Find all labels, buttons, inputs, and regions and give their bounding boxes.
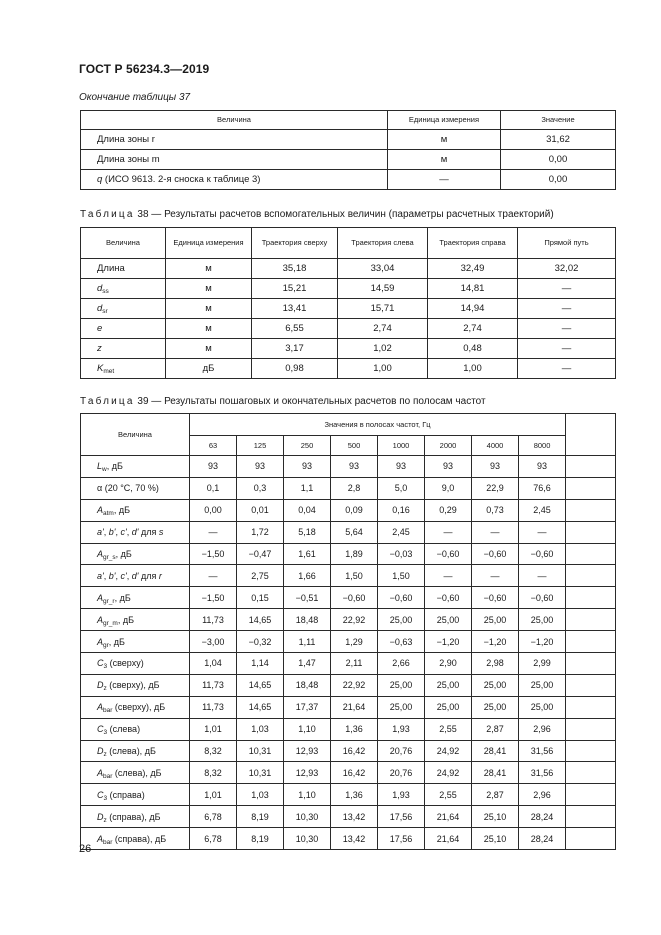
table-cell: —: [518, 299, 616, 319]
table-row: [81, 543, 616, 565]
frequency-header: 8000: [519, 436, 566, 456]
frequency-header: 4000: [472, 436, 519, 456]
frequency-header: 125: [237, 436, 284, 456]
table39-caption-text: 39 — Результаты пошаговых и окончательных расчетов по полосам частот: [134, 396, 486, 407]
table-cell: 28,41: [472, 740, 519, 762]
table-cell: −0,60: [472, 543, 519, 565]
row-label: $A_{gr\_m}$, дБ: [81, 609, 190, 631]
table-cell: 15,21: [252, 279, 338, 299]
table-cell: 1,61: [284, 543, 331, 565]
table-38: [80, 227, 616, 379]
table-cell: 6,55: [252, 319, 338, 339]
table-cell: 1,03: [237, 784, 284, 806]
table-cell: 25,00: [378, 696, 425, 718]
table-cell: 6,78: [190, 828, 237, 850]
table-cell: —: [518, 339, 616, 359]
empty-cell: [566, 740, 616, 762]
table-cell: 1,10: [284, 718, 331, 740]
table-cell: 2,87: [472, 718, 519, 740]
table-cell: −0,60: [425, 587, 472, 609]
table-cell: 21,64: [425, 806, 472, 828]
table-cell: —: [425, 565, 472, 587]
empty-cell: [566, 674, 616, 696]
table-cell: 17,37: [284, 696, 331, 718]
empty-cell: [566, 718, 616, 740]
table-cell: 20,76: [378, 740, 425, 762]
row-label: q (ИСО 9613. 2-я сноска к таблице 3): [81, 170, 388, 190]
table-cell: 0,00: [190, 499, 237, 521]
frequency-header: 500: [331, 436, 378, 456]
table-cell: 31,62: [501, 130, 616, 150]
row-label: a', b', c', d' для s: [81, 521, 190, 543]
table-cell: дБ: [166, 359, 252, 379]
table-cell: 8,32: [190, 762, 237, 784]
row-label: $D_z$ (справа), дБ: [81, 806, 190, 828]
row-label: $L_w$, дБ: [81, 456, 190, 478]
table-cell: 0,73: [472, 499, 519, 521]
table-cell: 15,71: [338, 299, 428, 319]
table-row: [81, 740, 616, 762]
empty-cell: [566, 499, 616, 521]
table-cell: 2,55: [425, 718, 472, 740]
table-header-row: [81, 111, 616, 130]
table-cell: —: [518, 319, 616, 339]
table-cell: 0,98: [252, 359, 338, 379]
table-cell: 12,93: [284, 740, 331, 762]
table-row: [81, 653, 616, 675]
table-37: [80, 110, 616, 190]
table-cell: 18,48: [284, 674, 331, 696]
table-cell: 1,14: [237, 653, 284, 675]
table-cell: —: [519, 521, 566, 543]
table-cell: 25,00: [378, 674, 425, 696]
table-cell: 21,64: [331, 696, 378, 718]
table-row: [81, 631, 616, 653]
table-cell: 2,75: [237, 565, 284, 587]
row-label: $D_z$ (слева), дБ: [81, 740, 190, 762]
table-cell: 22,92: [331, 674, 378, 696]
table-cell: −1,50: [190, 587, 237, 609]
table-cell: 1,36: [331, 718, 378, 740]
table-row: [81, 674, 616, 696]
table-cell: м: [388, 130, 501, 150]
row-label: $d_{ss}$: [81, 279, 166, 299]
table-cell: −1,20: [472, 631, 519, 653]
table-cell: 1,93: [378, 718, 425, 740]
document-code: ГОСТ Р 56234.3—2019: [79, 62, 210, 76]
table-cell: 13,41: [252, 299, 338, 319]
column-header-group: Значения в полосах частот, Гц: [190, 414, 566, 436]
row-label: $A_{bar}$ (слева), дБ: [81, 762, 190, 784]
table-cell: −0,60: [472, 587, 519, 609]
table-cell: —: [190, 565, 237, 587]
table-cell: 1,11: [284, 631, 331, 653]
table-cell: 2,98: [472, 653, 519, 675]
table-cell: 1,01: [190, 718, 237, 740]
table-cell: 17,56: [378, 806, 425, 828]
table-row: [81, 319, 616, 339]
table-cell: 12,93: [284, 762, 331, 784]
table-row: [81, 565, 616, 587]
table-cell: 14,65: [237, 609, 284, 631]
frequency-header: 1000: [378, 436, 425, 456]
table-cell: 1,04: [190, 653, 237, 675]
table-39: [80, 413, 616, 850]
table-row: [81, 279, 616, 299]
table-cell: 22,92: [331, 609, 378, 631]
table-cell: 10,30: [284, 806, 331, 828]
table-cell: 2,8: [331, 477, 378, 499]
table-row: [81, 828, 616, 850]
table-cell: 2,87: [472, 784, 519, 806]
table-cell: 0,09: [331, 499, 378, 521]
table-row: [81, 499, 616, 521]
table-cell: 18,48: [284, 609, 331, 631]
table-cell: 25,10: [472, 806, 519, 828]
table-cell: 1,72: [237, 521, 284, 543]
table-row: [81, 299, 616, 319]
table-row: [81, 784, 616, 806]
table-row: [81, 359, 616, 379]
table-cell: —: [190, 521, 237, 543]
table-cell: 13,42: [331, 828, 378, 850]
table-cell: −0,60: [519, 587, 566, 609]
table-cell: 14,81: [428, 279, 518, 299]
empty-cell: [566, 587, 616, 609]
column-header: Величина: [81, 111, 388, 130]
table-cell: 31,56: [519, 740, 566, 762]
table-cell: 0,15: [237, 587, 284, 609]
column-header: Величина: [81, 228, 166, 259]
table-cell: 1,50: [378, 565, 425, 587]
table-row: [81, 150, 616, 170]
table-cell: 1,47: [284, 653, 331, 675]
table-row: [81, 456, 616, 478]
table-row: [81, 696, 616, 718]
table-cell: 14,94: [428, 299, 518, 319]
table-cell: −3,00: [190, 631, 237, 653]
table-cell: 1,01: [190, 784, 237, 806]
table-cell: 3,17: [252, 339, 338, 359]
row-label: z: [81, 339, 166, 359]
table-cell: 0,48: [428, 339, 518, 359]
table-cell: 2,99: [519, 653, 566, 675]
empty-cell: [566, 806, 616, 828]
table-cell: 0,00: [501, 170, 616, 190]
table-cell: −0,63: [378, 631, 425, 653]
table-cell: 2,11: [331, 653, 378, 675]
row-label: a', b', c', d' для r: [81, 565, 190, 587]
table-cell: 25,10: [472, 828, 519, 850]
table-cell: 8,19: [237, 828, 284, 850]
table-cell: 1,00: [428, 359, 518, 379]
table-cell: 1,03: [237, 718, 284, 740]
table-cell: 25,00: [472, 609, 519, 631]
table38-caption: [80, 209, 554, 220]
row-label: $A_{gr\_r}$, дБ: [81, 587, 190, 609]
table-cell: 76,6: [519, 477, 566, 499]
table-cell: 1,93: [378, 784, 425, 806]
empty-cell: [566, 631, 616, 653]
empty-cell: [566, 521, 616, 543]
table-cell: −0,60: [331, 587, 378, 609]
table-cell: 14,59: [338, 279, 428, 299]
table-row: [81, 718, 616, 740]
table-cell: 93: [331, 456, 378, 478]
table-cell: 8,32: [190, 740, 237, 762]
table-cell: м: [166, 259, 252, 279]
table-cell: −0,47: [237, 543, 284, 565]
table-cell: 28,24: [519, 806, 566, 828]
table37-caption: Окончание таблицы 37: [79, 92, 191, 103]
row-label: $A_{gr\_s}$, дБ: [81, 543, 190, 565]
table38-caption-text: 38 — Результаты расчетов вспомогательных величин (параметры расчетных траекторий): [134, 209, 554, 220]
row-label: e: [81, 319, 166, 339]
table-row: [81, 259, 616, 279]
table-cell: м: [388, 150, 501, 170]
table-cell: 9,0: [425, 477, 472, 499]
table-cell: 2,55: [425, 784, 472, 806]
column-header-quantity: Величина: [81, 414, 190, 456]
table-cell: 33,04: [338, 259, 428, 279]
table-cell: 1,50: [331, 565, 378, 587]
frequency-header: 2000: [425, 436, 472, 456]
table-cell: 0,29: [425, 499, 472, 521]
row-label: $A_{gr}$, дБ: [81, 631, 190, 653]
table-row: [81, 170, 616, 190]
table-cell: 2,90: [425, 653, 472, 675]
empty-cell: [566, 696, 616, 718]
table-cell: —: [518, 279, 616, 299]
table-cell: 93: [190, 456, 237, 478]
table-cell: 11,73: [190, 696, 237, 718]
table-cell: 1,02: [338, 339, 428, 359]
frequency-header: 250: [284, 436, 331, 456]
table-cell: 0,3: [237, 477, 284, 499]
column-header: Прямой путь: [518, 228, 616, 259]
table-cell: 0,04: [284, 499, 331, 521]
table-cell: 17,56: [378, 828, 425, 850]
empty-cell: [566, 762, 616, 784]
column-header: Единица измерения: [166, 228, 252, 259]
table-cell: 2,45: [378, 521, 425, 543]
table-cell: 2,66: [378, 653, 425, 675]
table-cell: 25,00: [519, 674, 566, 696]
table-cell: 25,00: [519, 609, 566, 631]
table-cell: 11,73: [190, 674, 237, 696]
table-cell: 6,78: [190, 806, 237, 828]
table-cell: 25,00: [519, 696, 566, 718]
row-label: Длина зоны r: [81, 130, 388, 150]
table-cell: 93: [284, 456, 331, 478]
table-cell: 25,00: [472, 696, 519, 718]
empty-cell: [566, 784, 616, 806]
table-cell: м: [166, 319, 252, 339]
table-cell: 16,42: [331, 762, 378, 784]
table-cell: 1,00: [338, 359, 428, 379]
table-header-row: [81, 228, 616, 259]
table-cell: 10,30: [284, 828, 331, 850]
table-cell: 24,92: [425, 740, 472, 762]
table-cell: −0,60: [519, 543, 566, 565]
table-cell: −1,20: [519, 631, 566, 653]
table-cell: −1,20: [425, 631, 472, 653]
table-cell: —: [472, 565, 519, 587]
empty-cell: [566, 565, 616, 587]
table-row: [81, 339, 616, 359]
table-cell: 25,00: [425, 696, 472, 718]
table-cell: 0,00: [501, 150, 616, 170]
column-header-empty: [566, 414, 616, 456]
table-row: [81, 806, 616, 828]
table-cell: 93: [378, 456, 425, 478]
row-label: $C_3$ (слева): [81, 718, 190, 740]
table-cell: 22,9: [472, 477, 519, 499]
empty-cell: [566, 609, 616, 631]
table-cell: 32,02: [518, 259, 616, 279]
table-cell: 21,64: [425, 828, 472, 850]
table-cell: 11,73: [190, 609, 237, 631]
table-cell: 93: [472, 456, 519, 478]
empty-cell: [566, 543, 616, 565]
empty-cell: [566, 653, 616, 675]
table-row: [81, 130, 616, 150]
table39-caption: [80, 396, 486, 407]
row-label: $C_3$ (справа): [81, 784, 190, 806]
table-cell: 1,1: [284, 477, 331, 499]
row-label: Длина зоны m: [81, 150, 388, 170]
table-cell: 25,00: [425, 609, 472, 631]
column-header: Траектория сверху: [252, 228, 338, 259]
table-cell: —: [519, 565, 566, 587]
table-cell: 25,00: [472, 674, 519, 696]
row-label: $K_{met}$: [81, 359, 166, 379]
table-cell: −1,50: [190, 543, 237, 565]
table-row: [81, 521, 616, 543]
table-cell: 2,96: [519, 718, 566, 740]
table-cell: 25,00: [425, 674, 472, 696]
table-cell: 2,74: [428, 319, 518, 339]
page-number: 26: [79, 843, 92, 855]
table-cell: 1,89: [331, 543, 378, 565]
row-label: $A_{bar}$ (сверху), дБ: [81, 696, 190, 718]
table-cell: −0,60: [378, 587, 425, 609]
table-row: [81, 587, 616, 609]
table-cell: −0,32: [237, 631, 284, 653]
row-label: $D_z$ (сверху), дБ: [81, 674, 190, 696]
column-header: Значение: [501, 111, 616, 130]
table-cell: 32,49: [428, 259, 518, 279]
table-cell: 10,31: [237, 762, 284, 784]
table-cell: 2,74: [338, 319, 428, 339]
table-cell: —: [388, 170, 501, 190]
empty-cell: [566, 828, 616, 850]
table-cell: 93: [425, 456, 472, 478]
table-header-row: [81, 414, 616, 436]
row-label: Длина: [81, 259, 166, 279]
column-header: Единица измерения: [388, 111, 501, 130]
frequency-header: 63: [190, 436, 237, 456]
row-label: $A_{atm}$, дБ: [81, 499, 190, 521]
table-cell: —: [472, 521, 519, 543]
table-cell: м: [166, 339, 252, 359]
table-cell: 8,19: [237, 806, 284, 828]
row-label: $C_3$ (сверху): [81, 653, 190, 675]
table-cell: −0,51: [284, 587, 331, 609]
table-cell: 10,31: [237, 740, 284, 762]
table-cell: 24,92: [425, 762, 472, 784]
table-cell: 28,24: [519, 828, 566, 850]
table-cell: 93: [237, 456, 284, 478]
empty-cell: [566, 477, 616, 499]
table-cell: −0,03: [378, 543, 425, 565]
table-cell: 93: [519, 456, 566, 478]
table-cell: 0,16: [378, 499, 425, 521]
empty-cell: [566, 456, 616, 478]
table-cell: 14,65: [237, 696, 284, 718]
table-cell: 1,66: [284, 565, 331, 587]
table-row: [81, 477, 616, 499]
row-label: $A_{bar}$ (справа), дБ: [81, 828, 190, 850]
table-cell: 5,18: [284, 521, 331, 543]
table-cell: 0,1: [190, 477, 237, 499]
table-cell: 13,42: [331, 806, 378, 828]
column-header: Траектория слева: [338, 228, 428, 259]
table-cell: 35,18: [252, 259, 338, 279]
row-label: $d_{sr}$: [81, 299, 166, 319]
table-cell: 2,45: [519, 499, 566, 521]
table-cell: 5,0: [378, 477, 425, 499]
table-cell: −0,60: [425, 543, 472, 565]
table-cell: м: [166, 279, 252, 299]
table-cell: 14,65: [237, 674, 284, 696]
table-row: [81, 609, 616, 631]
table-cell: 28,41: [472, 762, 519, 784]
table-cell: 16,42: [331, 740, 378, 762]
column-header: Траектория справа: [428, 228, 518, 259]
table39-caption-label: Таблица: [80, 396, 135, 407]
table-cell: 25,00: [378, 609, 425, 631]
table-cell: 1,29: [331, 631, 378, 653]
table-row: [81, 762, 616, 784]
table-cell: 1,10: [284, 784, 331, 806]
table-cell: 5,64: [331, 521, 378, 543]
table-cell: м: [166, 299, 252, 319]
table-cell: —: [518, 359, 616, 379]
table-cell: 1,36: [331, 784, 378, 806]
table-cell: 20,76: [378, 762, 425, 784]
row-label: α (20 °С, 70 %): [81, 477, 190, 499]
table-cell: 2,96: [519, 784, 566, 806]
table-cell: 0,01: [237, 499, 284, 521]
table-cell: 31,56: [519, 762, 566, 784]
table38-caption-label: Таблица: [80, 209, 135, 220]
table-cell: —: [425, 521, 472, 543]
